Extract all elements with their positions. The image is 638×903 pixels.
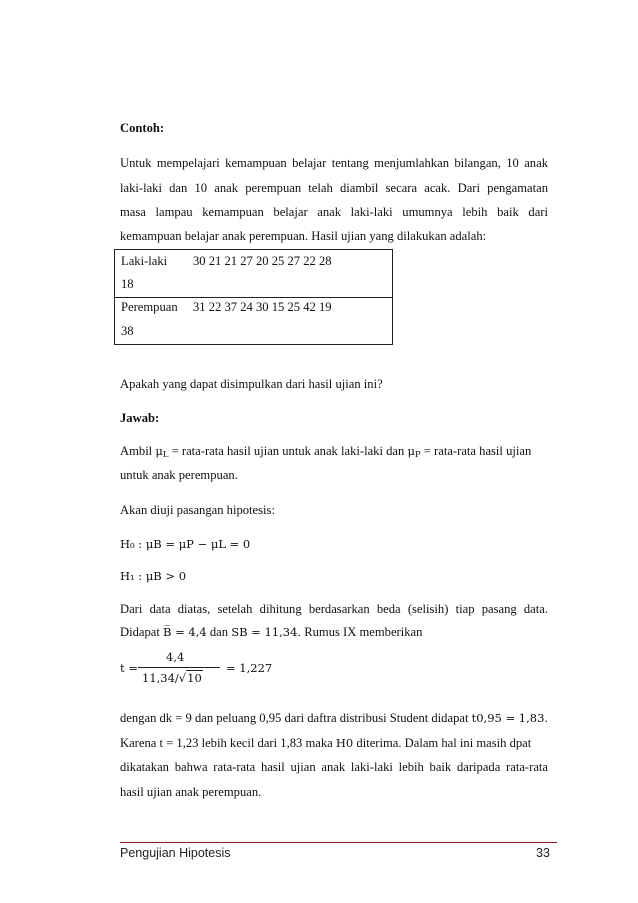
sb-value: SB = 11,34.: [231, 625, 302, 639]
conclusion-line-3: dikatakan bahwa rata-rata hasil ujian anak laki-laki lebih baik daripada rata-rata: [120, 760, 548, 774]
data-text-a: Didapat: [120, 625, 164, 639]
ambil-text-b: = rata-rata hasil ujian untuk anak laki-laki dan: [168, 444, 408, 458]
hypothesis-h0: H₀ : μB = μP − μL = 0: [120, 537, 251, 551]
conc-text-2a: Karena t = 1,23 lebih kecil dari 1,83 maka: [120, 736, 336, 750]
footer-title: Pengujian Hipotesis: [120, 846, 231, 860]
score-table: [114, 249, 393, 345]
fraction-bar: [138, 667, 220, 668]
conc-text-a: dengan dk = 9 dan peluang 0,95 dari daftra distribusi Student didapat: [120, 711, 472, 725]
t-critical: t0,95 = 1,83.: [471, 711, 549, 725]
h0-symbol: H0: [335, 736, 354, 750]
heading-jawab: Jawab:: [120, 411, 160, 425]
intro-line-1: Untuk mempelajari kemampuan belajar tentang menjumlahkan bilangan, 10 anak: [120, 156, 548, 170]
ambil-line-2: untuk anak perempuan.: [120, 468, 238, 482]
fraction-denominator: 11,34/√10: [142, 671, 202, 685]
row-label-laki: Laki-laki: [121, 254, 168, 268]
row-wrap-laki: 18: [121, 277, 134, 291]
heading-contoh: Contoh:: [120, 121, 165, 135]
data-line-2: [120, 624, 548, 640]
ambil-text-a: Ambil: [120, 444, 156, 458]
den-text: 11,34/: [142, 671, 179, 685]
table-divider: [115, 297, 392, 298]
intro-line-2: laki-laki dan 10 anak perempuan telah diambil secara acak. Dari pengamatan: [120, 181, 548, 195]
data-line-1: Dari data diatas, setelah dihitung berdasarkan beda (selisih) tiap pasang data.: [120, 602, 548, 616]
conclusion-line-1: [120, 710, 548, 726]
t-result: = 1,227: [226, 661, 273, 675]
hypothesis-intro: Akan diuji pasangan hipotesis:: [120, 503, 275, 517]
ambil-line-1: [120, 443, 548, 459]
intro-line-4: kemampuan belajar anak perempuan. Hasil ujian yang dilakukan adalah:: [120, 229, 487, 243]
conclusion-line-4: hasil ujian anak perempuan.: [120, 785, 262, 799]
hypothesis-h1: H₁ : μB > 0: [120, 569, 187, 583]
intro-line-3: masa lampau kemampuan belajar anak laki-laki umumnya lebih baik dari: [120, 205, 548, 219]
data-text-e: Rumus IX memberikan: [301, 625, 423, 639]
row-values-laki: 30 21 21 27 20 25 27 22 28: [193, 254, 332, 268]
row-wrap-perempuan: 38: [121, 324, 134, 338]
question: Apakah yang dapat disimpulkan dari hasil ujian ini?: [120, 377, 383, 391]
data-text-c: dan: [206, 625, 232, 639]
conclusion-line-2: [120, 735, 548, 751]
ambil-text-c: = rata-rata hasil ujian: [420, 444, 532, 458]
mu-p-symbol: $\mu_P$: [407, 444, 421, 460]
t-formula: [120, 650, 320, 692]
page-number: 33: [536, 846, 550, 860]
t-symbol: t =: [120, 661, 138, 675]
b-bar-value: B̅ = 4,4: [163, 625, 207, 639]
footer-rule: [120, 842, 557, 843]
row-values-perempuan: 31 22 37 24 30 15 25 42 19: [193, 300, 332, 314]
fraction-numerator: 4,4: [166, 650, 185, 664]
row-label-perempuan: Perempuan: [121, 300, 178, 314]
sqrt-radicand: 10: [187, 671, 202, 685]
mu-l-symbol: $\mu_L$: [155, 444, 169, 460]
conc-text-2c: diterima. Dalam hal ini masih dpat: [353, 736, 532, 750]
